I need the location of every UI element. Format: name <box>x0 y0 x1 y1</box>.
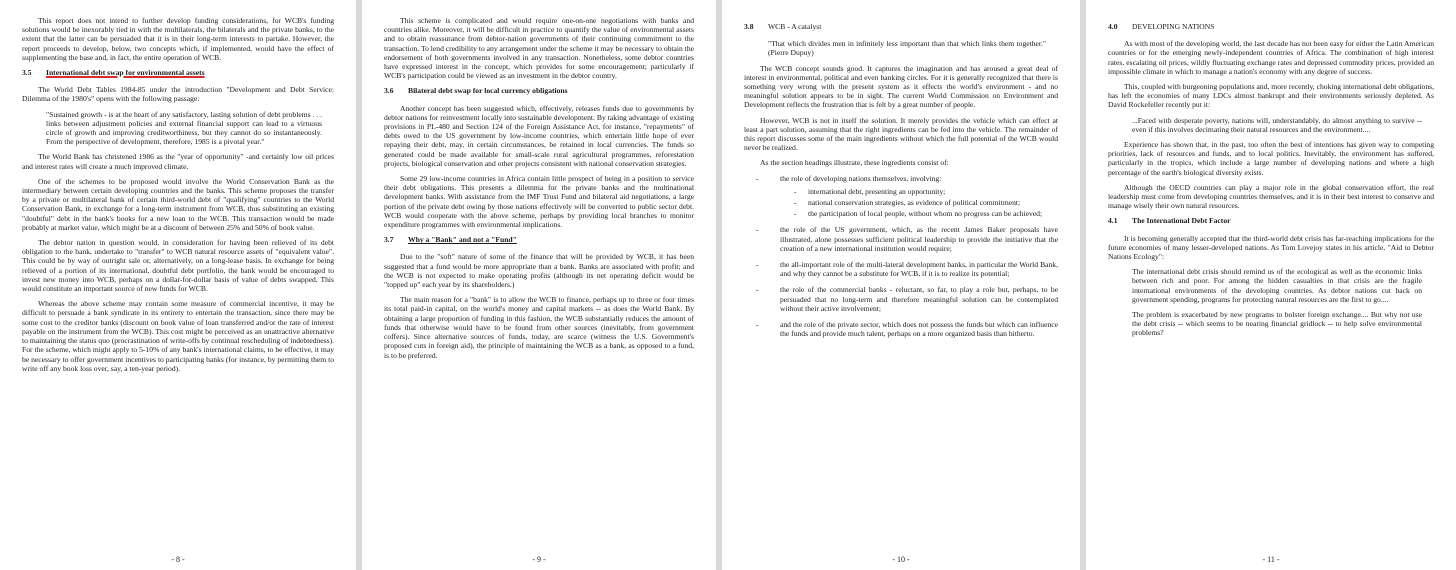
page-8 <box>0 0 356 570</box>
paragraph-intro: This report does not intend to further develop funding considerations, for WCB's funding solutions would be inexorably tied in with the multilaterals, the bilaterals and the private banks, to the extent that the latter can be persuaded that it is in their long-term interests to partake. However, the report proceeds to develop, below, two concepts which, if implemented, would have the effect of supplementing the base and, in fact, the entire operation of WCB. <box>22 16 334 62</box>
paragraph-scheme-complicated: This scheme is complicated and would require one-on-one negotiations with banks and countries alike. Moreover, it will be difficult in practice to quantify the value of environmental assets and to obtain reassurance from debtor-nation governments of their continuing commitment to the transaction. To lend credibility to any arrangement under the scheme it may be necessary to obtain the endorsement of both governments involved in any transaction. Nonetheless, some debtor countries have expressed interest in the concept, which provides for some encouragement; particularly if WCB's participation could be viewed as an investment in the debtor country. <box>384 16 694 81</box>
section-heading-4-1 <box>1108 216 1434 225</box>
paragraph-main-reason: The main reason for a "bank" is to allow the WCB to finance, perhaps up to three or four times its total paid-in capital, on the world's money and capital markets -- as does the World Bank. By obtaining a large proportion of funding in this fashion, the WCB substantially reduces the amount of funds that otherwise would have to be found from other sources (inevitably, from government coffers). Since alternative sources of funds, today, are scarce (witness the U.S. Government's proposed cuts in foreign aid), the principle of maintaining the WCB as a bank, as opposed to a fund, is to be preferred. <box>384 295 694 360</box>
section-number: 3.7 <box>384 235 394 245</box>
list-item: - the role of the commercial banks - reluctant, so far, to play a role but, perhaps, to be persuaded that no long-term and therefore meaningful solution can be contemplated without their active involvement; <box>756 285 1058 313</box>
list-item: - international debt, presenting an opportunity; <box>794 186 946 196</box>
list-item: - and the role of the private sector, which does not possess the funds but which can influence the funds and provide much talent, perhaps on a more organized basis than hitherto. <box>756 320 1058 339</box>
page-10 <box>722 0 1080 570</box>
page-number: - 11 - <box>1262 554 1280 564</box>
paragraph-as-with-most: As with most of the developing world, the last decade has not been easy for either the Latin American countries or for the emerging newly-independent countries of Africa. The combination of high interest rates, escalating oil prices, wildly fluctuating exchange rates and depressed commodity prices, provided an impossible climate in which to manage a nation's economy with any degree of success. <box>1108 39 1434 76</box>
section-title: WCB - A catalyst <box>768 22 822 31</box>
list-item-text: the all-important role of the multi-lateral development banks, in particular the World Bank, and why they cannot be a substitute for WCB, if it is to realize its potential; <box>780 260 1058 279</box>
list-item-text: the participation of local people, without whom no progress can be achieved; <box>808 209 1043 219</box>
paragraph-another-concept: Another concept has been suggested which, effectively, releases funds due to governments by debtor nations for reinvestment locally into sustainable development. By taking advantage of existing provisions in PL-480 and Section 124 of the Foreign Assistance Act, for instance, "repayments" of debts owed to the US government by low-income countries, which entertain little hope of ever repaying their debt, may, in certain circumstances, be retained in local currencies. The funds so generated could be made available for small-scale rural agricultural programmes, reforestation projects, biological conservation and other projects consistent with national conservation strategies. <box>384 103 694 168</box>
section-number: 3.5 <box>22 68 32 78</box>
section-title: DEVELOPING NATIONS <box>1132 22 1215 31</box>
section-title: International debt swap for environmental assets <box>46 68 205 78</box>
page-number: - 9 - <box>532 554 546 564</box>
section-heading-3-6 <box>384 86 694 95</box>
page-number: - 8 - <box>171 554 185 564</box>
block-quote-rockefeller: ...Faced with desperate poverty, nations will, understandably, do almost anything to survive -- even if this involves decimating their natural resources and the environment.... <box>1132 115 1422 134</box>
paragraph-whereas: Whereas the above scheme may contain some measure of commercial incentive, it may be difficult to persuade a bank syndicate in its entirety to entertain the transaction, since there may be some cost to the creditor banks (discount on book value of loan transferred and/or the rate of interest payable on the instrument from the WCB). This cost might be perceived as an unattractive alternative to maintaining the status quo (procrastination of write-offs by continual rescheduling of indebtedness). For the scheme, which might apply to 5-10% of any bank's international claims, to be effective, it may be necessary to offer government incentives to participating banks (for instance, by permitting them to write off any book loss over, say, a ten-year period). <box>22 299 334 373</box>
paragraph-schemes: One of the schemes to be proposed would involve the World Conservation Bank as the intermediary between certain developing countries and the banks. This scheme proposes the transfer by a private or multilateral bank of certain third-world debt of "qualifying" countries to the World Conservation Bank, in exchange for a long-term instrument from WCB, thus substituting an existing "doubtful" debt in the bank's books for a new loan to the WCB. This transaction would be made probably at market value, which might be at a discount of between 25% and 50% of book value. <box>22 176 334 232</box>
epigraph: "That which divides men in infinitely less important than that which links them together." (Pierre Dupuy) <box>768 39 1046 58</box>
paragraph-although: Although the OECD countries can play a major role in the global conservation effort, the real leadership must come from developing countries themselves, and it is in their best interest to conserve and manage wisely their own natural resources. <box>1108 182 1434 211</box>
section-number: 4.0 <box>1108 22 1118 31</box>
block-quote-exacerbated: The problem is exacerbated by new programs to bolster foreign exchange.... But why not use the debt crisis -- which seems to be nearing financial gridlock -- to help solve environmental problems? <box>1132 310 1422 338</box>
section-heading-4-0 <box>1108 22 1434 31</box>
block-quote: "Sustained growth - is at the heart of any satisfactory, lasting solution of debt problems . . . links between adjustment policies and external financial support can lead to a virtuous circle of growth and improving creditworthiness, but they cannot do so instantaneously. From the perspective of development, therefore, 1985 is a pivotal year." <box>46 109 322 147</box>
section-number: 4.1 <box>1108 216 1118 226</box>
list-item: - the role of the US government, which, as the recent James Baker proposals have illustrated, alone possesses sufficient political leadership to provide the initiative that the creation of a new international institution would require; <box>756 225 1058 253</box>
list-item: - the participation of local people, without whom no progress can be achieved; <box>794 209 1043 219</box>
list-item-text: and the role of the private sector, which does not possess the funds but which can influence the funds and provide much talent, perhaps on a more organized basis than hitherto. <box>780 320 1058 339</box>
list-item: - national conservation strategies, as evidence of political commitment; <box>794 198 1021 208</box>
section-title: Bilateral debt swap for local currency obligations <box>408 86 568 96</box>
section-heading-3-8 <box>744 22 1058 31</box>
sub-list <box>780 187 1058 219</box>
paragraph-concept: The WCB concept sounds good. It captures the imagination and has aroused a great deal of interest in environmental, political and even banking circles. For it is generally recognized that there is something very wrong with the present system as it effects the world's environment - and no meaningful solution appears to be in sight. The current World Commission on Environment and Development reflects the frustration that is felt by a great number of people. <box>744 63 1058 110</box>
paragraph-however: However, WCB is not in itself the solution. It merely provides the vehicle which can effect at least a part solution, assuming that the right ingredients can be fed into the vehicle. The remainder of this report discusses some of the main ingredients without which the full potential of the WCB would never be realized. <box>744 115 1058 153</box>
page-9 <box>362 0 716 570</box>
paragraph-ingredients-intro: As the section headings illustrate, these ingredients consist of: <box>760 158 949 168</box>
paragraph-some-29: Some 29 low-income countries in Africa contain little prospect of being in a position to service their debt obligations. This presents a dilemma for the private banks and the multinational development banks. With assistance from the IMF Trust Fund and bilateral aid negotiations, a large portion of the private debt owing by those nations effectively will be converted to public sector debt. WCB would cooperate with the above scheme, perhaps by providing local branches to monitor expenditure programmes with environmental implications. <box>384 174 694 230</box>
section-number: 3.8 <box>744 22 754 31</box>
paragraph-year-of-opportunity: The World Bank has christened 1986 as the "year of opportunity" -and certainly low oil prices and interest rates will create a much improved climate. <box>22 152 334 171</box>
list-item-text: the role of the US government, which, as the recent James Baker proposals have illustrated, alone possesses sufficient political leadership to provide the initiative that the creation of a new international institution would require; <box>780 225 1058 253</box>
section-heading-3-7 <box>384 235 694 244</box>
section-number: 3.6 <box>384 86 394 96</box>
list-item: - the all-important role of the multi-lateral development banks, in particular the World Bank, and why they cannot be a substitute for WCB, if it is to realize its potential; <box>756 260 1058 279</box>
list-item-text: the role of developing nations themselves, involving: <box>780 173 942 183</box>
ingredients-list <box>744 174 1058 339</box>
paragraph-burgeoning: This, coupled with burgeoning populations and, more recently, choking international debt obligations, has left the economies of many LDCs almost bankrupt and their environments seriously depleted. As David Rockefeller recently put it: <box>1108 82 1434 110</box>
block-quote-lovejoy: The international debt crisis should remind us of the ecological as well as the economic links between rich and poor. For among the hidden casualties in that crisis are the fragile international environments of the developing countries. As debtor nations cut back on government spending, programs for protecting natural resources are the first to go.... <box>1132 267 1422 304</box>
paragraph-soft-nature: Due to the "soft" nature of some of the finance that will be provided by WCB, it has been suggested that a fund would be more appropriate than a bank. Banks are associated with profit; and the WCB is not expected to make operating profits (although its net operating deficit would be "topped up" each year by its shareholders.) <box>384 252 694 290</box>
list-item-text: national conservation strategies, as evidence of political commitment; <box>808 198 1021 208</box>
paragraph-generally-accepted: It is becoming generally accepted that the third-world debt crisis has far-reaching implications for the future economies of many lesser-developed nations. As Tom Lovejoy states in his article, "Aid to Debtor Nations Ecology": <box>1108 233 1434 262</box>
page-number: - 10 - <box>892 554 910 564</box>
page-11 <box>1086 0 1456 570</box>
paragraph-debtor-nation: The debtor nation in question would, in consideration for having been relieved of its debt obligation to the bank, undertake to "transfer" to WCB natural resource assets of "equivalent value". This could be by way of outright sale or, alternatively, on a long-lease basis. In exchange for being relieved of a portion of its international, doubtful debt portfolio, the bank would be encouraged to invest new money into WCB, perhaps on a dollar-for-dollar basis of value of debts swapped. This would constitute an important source of new funds for WCB. <box>22 238 334 294</box>
list-item-text: the role of the commercial banks - reluctant, so far, to play a role but, perhaps, to be persuaded that no long-term and therefore meaningful solution can be contemplated without their active involvement; <box>780 285 1058 313</box>
paragraph-experience: Experience has shown that, in the past, too often the best of intentions has given way to competing priorities, lack of resources and funds, and to local politics. Inevitably, the environment has suffered, particularly in the tropics, which include a large number of developing nations and where a high percentage of the earth's biological diversity exists. <box>1108 140 1434 177</box>
list-item-text: international debt, presenting an opportunity; <box>808 186 946 196</box>
list-item: - the role of developing nations themselves, involving: - international debt, presenting an opportunity; - national conservation strategies, as evidence of political commitment; - the participation of local people, without whom no progress can be achieved; <box>744 174 1058 219</box>
section-title: Why a "Bank" and not a "Fund" <box>408 235 517 245</box>
paragraph-world-debt-tables: The World Debt Tables 1984-85 under the introduction "Development and Debt Service: Dilemma of the 1980's" opens with the following passage: <box>22 85 334 104</box>
section-heading-3-5 <box>22 68 334 77</box>
section-title: The International Debt Factor <box>1132 216 1231 226</box>
